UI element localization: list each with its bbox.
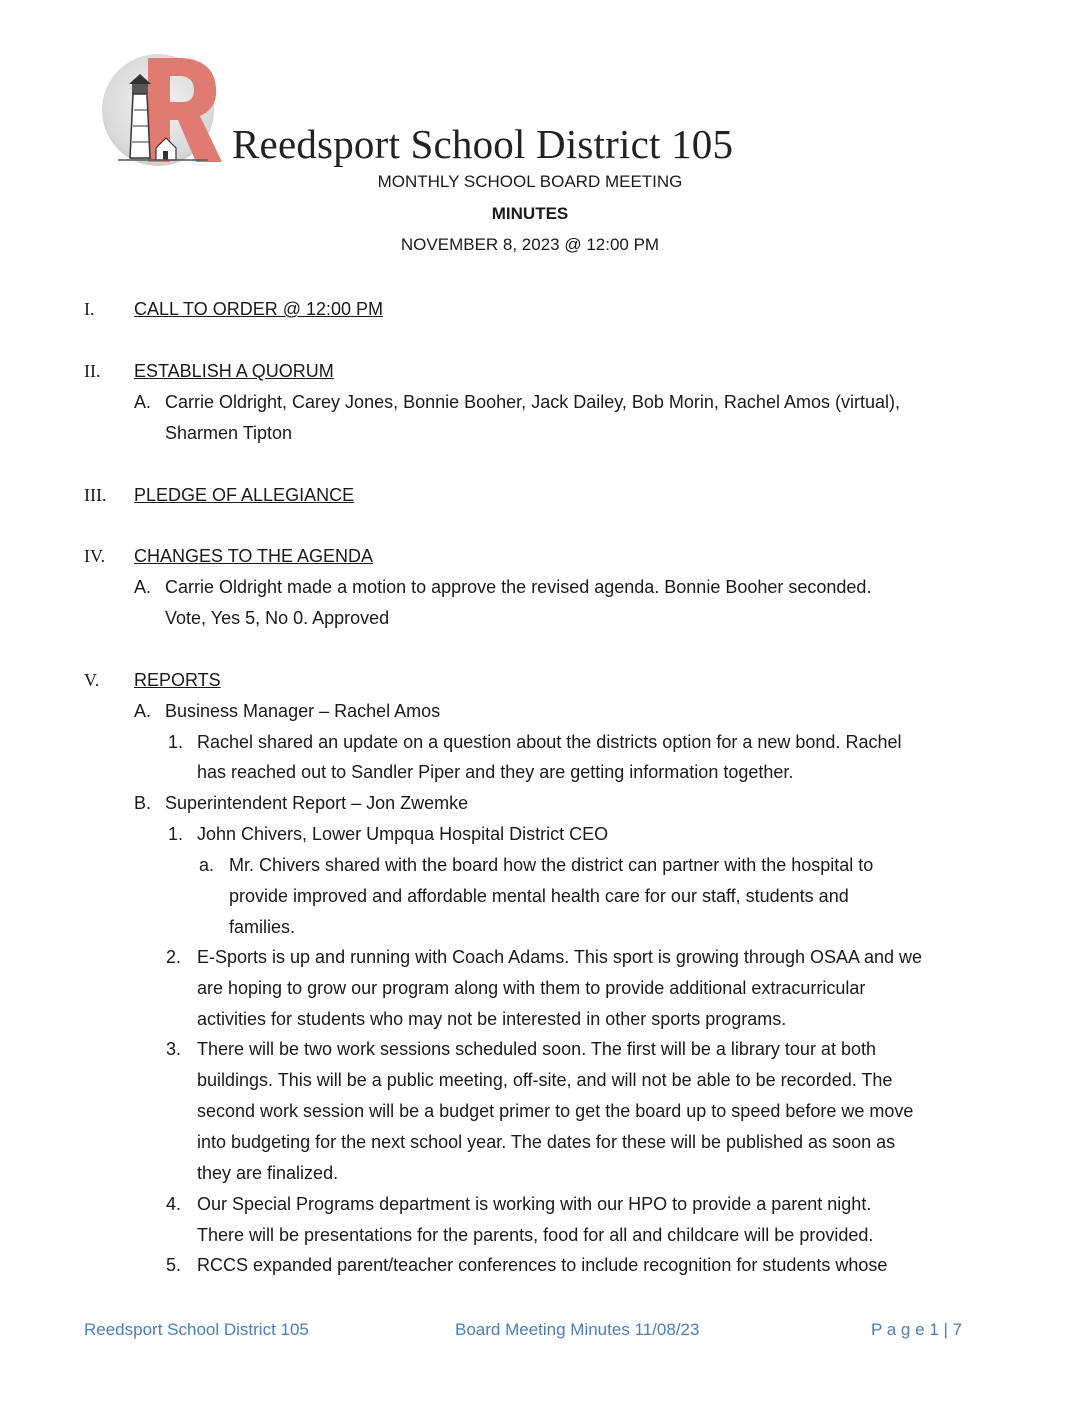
report-line: has reached out to Sandler Piper and they are getting information together. [197, 762, 794, 782]
report-line: E-Sports is up and running with Coach Adams. This sport is growing through OSAA and we [197, 947, 923, 967]
list-marker: A. [134, 392, 152, 412]
meeting-date: NOVEMBER 8, 2023 @ 12:00 PM [400, 235, 660, 254]
footer-page-number [871, 1320, 962, 1340]
section-agenda-changes [84, 541, 373, 572]
section-title: CHANGES TO THE AGENDA [134, 546, 374, 566]
list-marker: 1. [168, 732, 184, 752]
report-title: Business Manager – Rachel Amos [165, 701, 441, 721]
report-title: Superintendent Report – Jon Zwemke [165, 793, 469, 813]
report-line: There will be two work sessions scheduled soon. The first will be a library tour at both [197, 1039, 876, 1059]
section-number: V. [84, 670, 100, 690]
report-line: are hoping to grow our program along with them to provide additional extracurricular [197, 978, 866, 998]
section-number: III. [84, 485, 107, 505]
agenda-line: Carrie Oldright made a motion to approve the revised agenda. Bonnie Booher seconded. [165, 577, 872, 597]
list-marker: 2. [166, 947, 182, 967]
footer-title: Board Meeting Minutes 11/08/23 [455, 1320, 700, 1339]
list-marker: a. [199, 855, 215, 875]
list-marker: A. [134, 701, 152, 721]
section-title: REPORTS [134, 670, 221, 690]
report-line: into budgeting for the next school year. The dates for these will be published as soon as [197, 1132, 896, 1152]
section-call-to-order [84, 294, 383, 325]
report-line: second work session will be a budget primer to get the board up to speed before we move [197, 1101, 914, 1121]
report-line: Our Special Programs department is working with our HPO to provide a parent night. [197, 1194, 872, 1214]
list-marker: 5. [166, 1255, 182, 1275]
section-number: I. [84, 299, 95, 319]
report-line: they are finalized. [197, 1163, 339, 1183]
footer-district: Reedsport School District 105 [84, 1320, 309, 1339]
page-label: P a g e [871, 1320, 925, 1339]
list-marker: 1. [168, 824, 184, 844]
district-logo [98, 54, 226, 172]
page-count: 1 | 7 [929, 1320, 963, 1339]
section-number: II. [84, 361, 101, 381]
report-line: RCCS expanded parent/teacher conferences to include recognition for students whose [197, 1255, 888, 1275]
agenda-line: Vote, Yes 5, No 0. Approved [165, 608, 390, 628]
section-title: PLEDGE OF ALLEGIANCE [134, 485, 355, 505]
document-type: MINUTES [491, 204, 569, 223]
district-name: Reedsport School District 105 [232, 121, 734, 167]
section-title: CALL TO ORDER @ 12:00 PM [134, 299, 384, 319]
report-line: families. [229, 917, 296, 937]
report-line: buildings. This will be a public meeting, off-site, and will not be able to be recorded. The [197, 1070, 893, 1090]
report-line: Mr. Chivers shared with the board how the district can partner with the hospital to [229, 855, 874, 875]
list-marker: B. [134, 793, 152, 813]
report-line: Rachel shared an update on a question about the districts option for a new bond. Rachel [197, 732, 902, 752]
section-title: ESTABLISH A QUORUM [134, 361, 334, 381]
section-quorum [84, 356, 334, 387]
quorum-line: Carrie Oldright, Carey Jones, Bonnie Booher, Jack Dailey, Bob Morin, Rachel Amos (virtual), [165, 392, 900, 412]
section-reports [84, 665, 221, 696]
section-number: IV. [84, 546, 106, 566]
report-line: There will be presentations for the parents, food for all and childcare will be provided. [197, 1225, 874, 1245]
list-marker: A. [134, 577, 152, 597]
report-line: activities for students who may not be interested in other sports programs. [197, 1009, 787, 1029]
report-line: John Chivers, Lower Umpqua Hospital District CEO [197, 824, 609, 844]
list-marker: 3. [166, 1039, 182, 1059]
meeting-title: MONTHLY SCHOOL BOARD MEETING [377, 172, 683, 191]
list-marker: 4. [166, 1194, 182, 1214]
section-pledge [84, 480, 354, 511]
quorum-line: Sharmen Tipton [165, 423, 293, 443]
report-line: provide improved and affordable mental health care for our staff, students and [229, 886, 849, 906]
